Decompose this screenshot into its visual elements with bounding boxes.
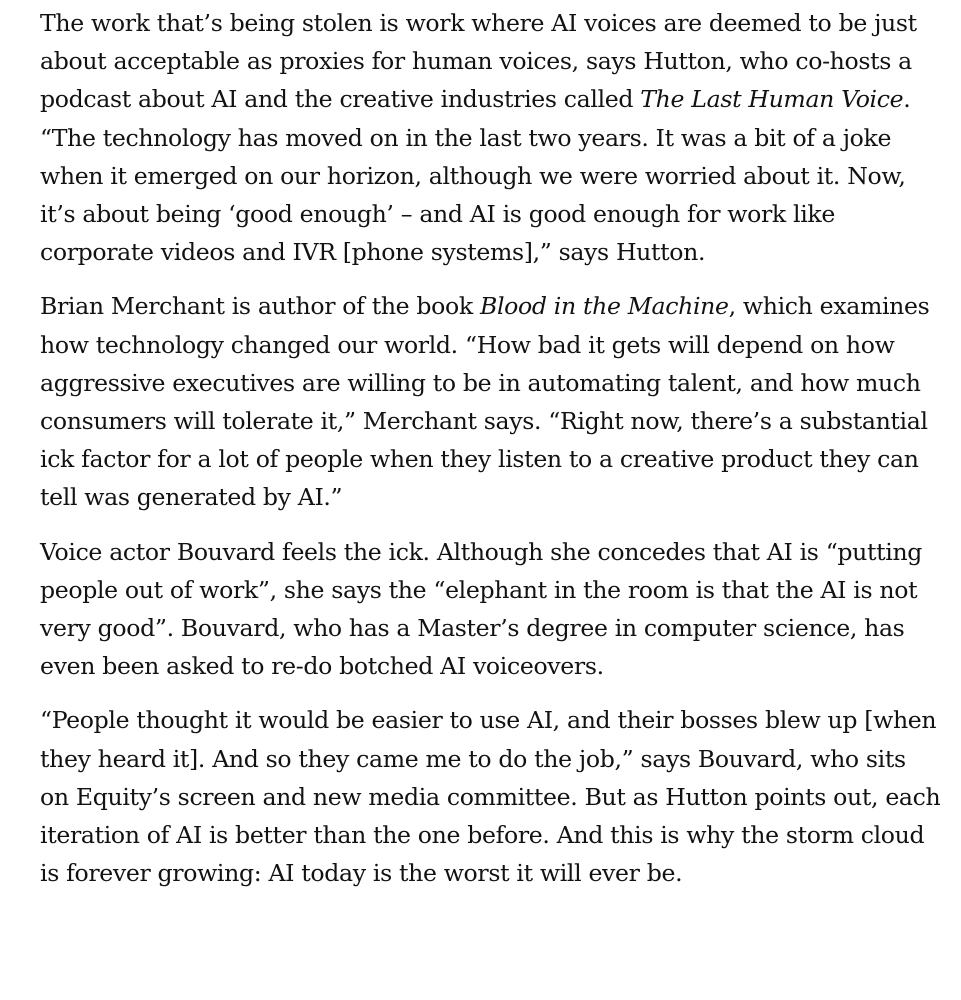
podcast-title: The Last Human Voice (640, 85, 904, 114)
paragraph-text: . “The technology has moved on in the last two years. It was a bit of a joke when it emerged on our horizon, although we were worried about it. Now, it’s about being ‘good enough’ – and AI is good enough for work like corporate videos and IVR [phone systems],” says Hutton. (40, 85, 911, 267)
paragraph-text: , which examines how technology changed our world. “How bad it gets will depend on how aggressive executives are willing to be in automating talent, and how much consumers will tolerate it,” Merchant says. “Right now, there’s a substantial ick factor for a lot of people when they listen to a creative product they can tell was generated by AI.” (40, 292, 930, 512)
paragraph-2 (40, 287, 941, 516)
paragraph-text: Voice actor Bouvard feels the ick. Although she concedes that AI is “putting people out of work”, she says the “elephant in the room is that the AI is not very good”. Bouvard, who has a Master’s degree in computer science, has even been asked to re-do botched AI voiceovers. (40, 537, 923, 681)
paragraph-3 (40, 533, 941, 686)
paragraph-text: “People thought it would be easier to use AI, and their bosses blew up [when they heard it]. And so they came me to do the job,” says Bouvard, who sits on Equity’s screen and new media committee. But as Hutton points out, each iteration of AI is better than the one before. And this is why the storm cloud is forever growing: AI today is the worst it will ever be. (40, 706, 941, 888)
paragraph-4 (40, 701, 941, 892)
paragraph-text: The work that’s being stolen is work where AI voices are deemed to be just about acceptable as proxies for human voices, says Hutton, who co-hosts a podcast about AI and the creative industries called (40, 9, 917, 114)
paragraph-1 (40, 4, 941, 271)
book-title: Blood in the Machine (480, 292, 729, 321)
paragraph-text: Brian Merchant is author of the book (40, 292, 480, 321)
